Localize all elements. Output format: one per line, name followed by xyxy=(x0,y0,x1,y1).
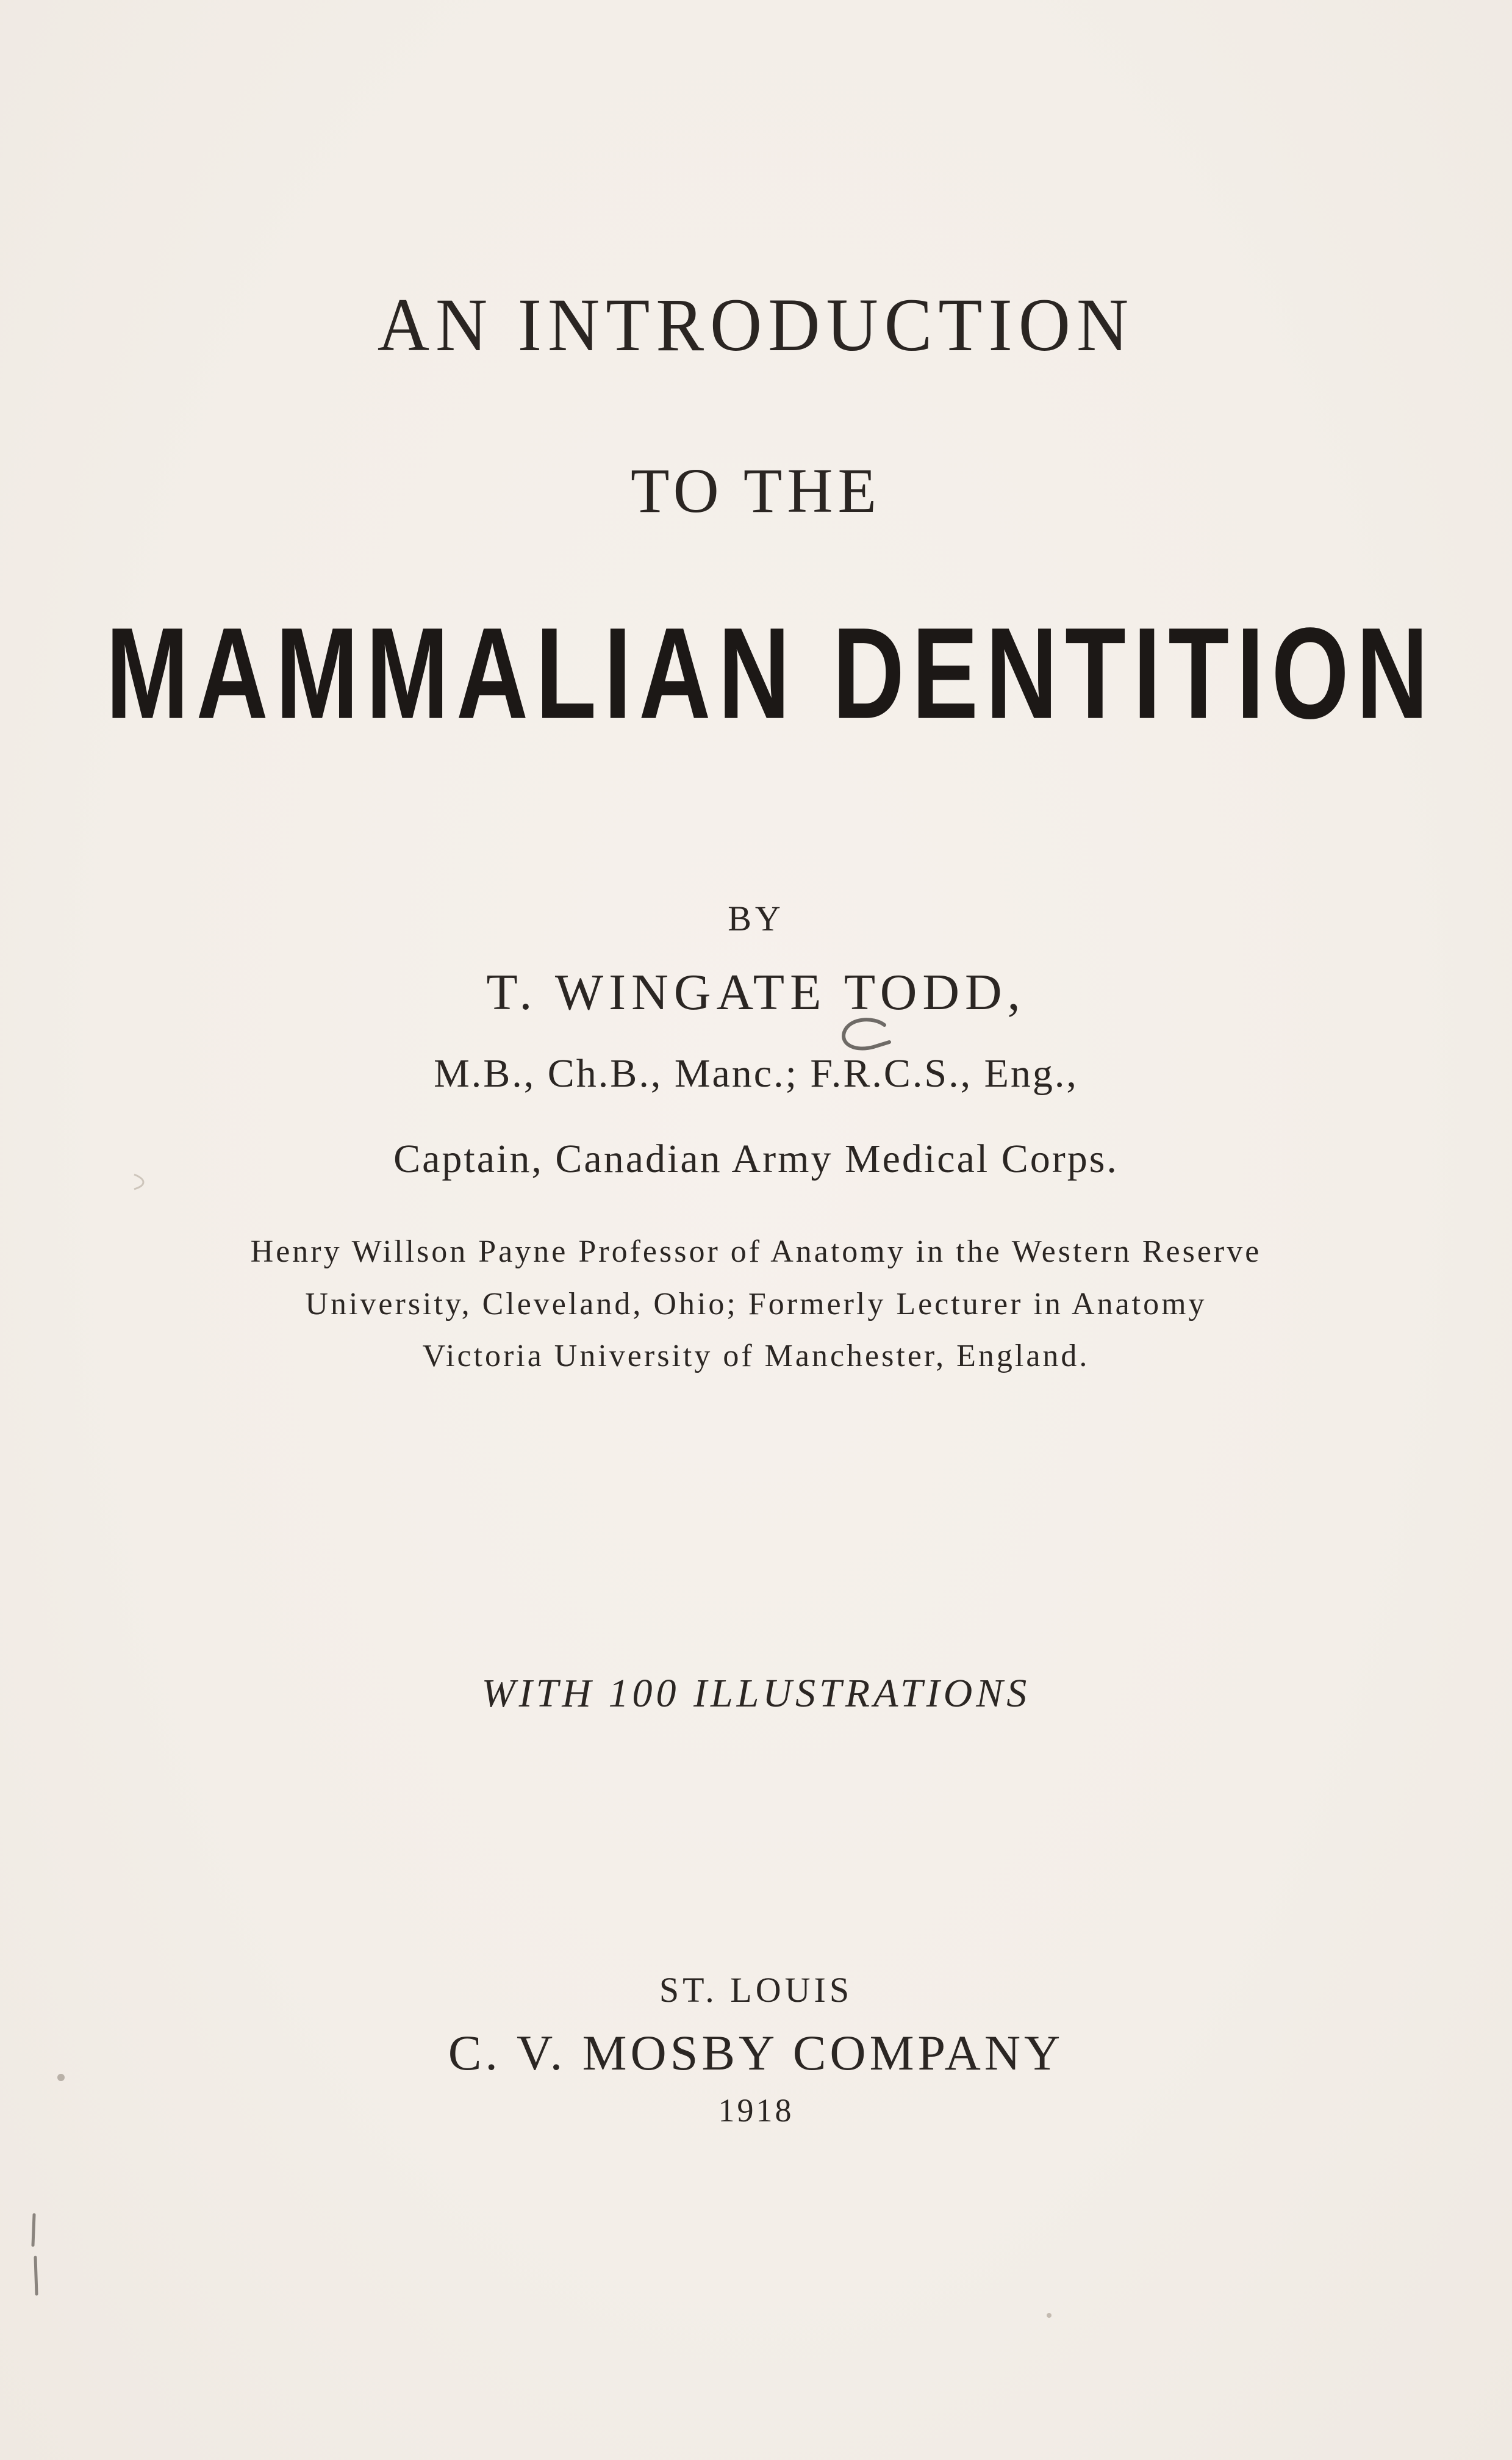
paper-blemish-4 xyxy=(128,1168,152,1193)
illustrations-note: WITH 100 ILLUSTRATIONS xyxy=(481,1671,1031,1716)
paper-blemish-2 xyxy=(49,2062,73,2093)
publisher-name: C. V. MOSBY COMPANY xyxy=(448,2025,1064,2081)
title-main: MAMMALIAN DENTITION xyxy=(106,601,1436,746)
author-rank: Captain, Canadian Army Medical Corps. xyxy=(393,1137,1119,1181)
publication-year: 1918 xyxy=(718,2092,794,2129)
publisher-city: ST. LOUIS xyxy=(659,1970,853,2010)
author-degrees: M.B., Ch.B., Manc.; F.R.C.S., Eng., xyxy=(434,1051,1078,1096)
position-line-3: Victoria University of Manchester, England. xyxy=(422,1339,1090,1373)
paper-blemish-3 xyxy=(1040,2306,1058,2325)
by-line: BY xyxy=(728,899,784,938)
position-line-1: Henry Willson Payne Professor of Anatomy in the Western Reserve xyxy=(250,1234,1262,1269)
position-line-2: University, Cleveland, Ohio; Formerly Lecturer in Anatomy xyxy=(305,1287,1207,1322)
title-line-1: AN INTRODUCTION xyxy=(377,282,1135,367)
author-name: T. WINGATE TODD, xyxy=(486,964,1026,1021)
title-line-2: TO THE xyxy=(630,456,882,526)
paper-blemish xyxy=(22,2209,46,2300)
